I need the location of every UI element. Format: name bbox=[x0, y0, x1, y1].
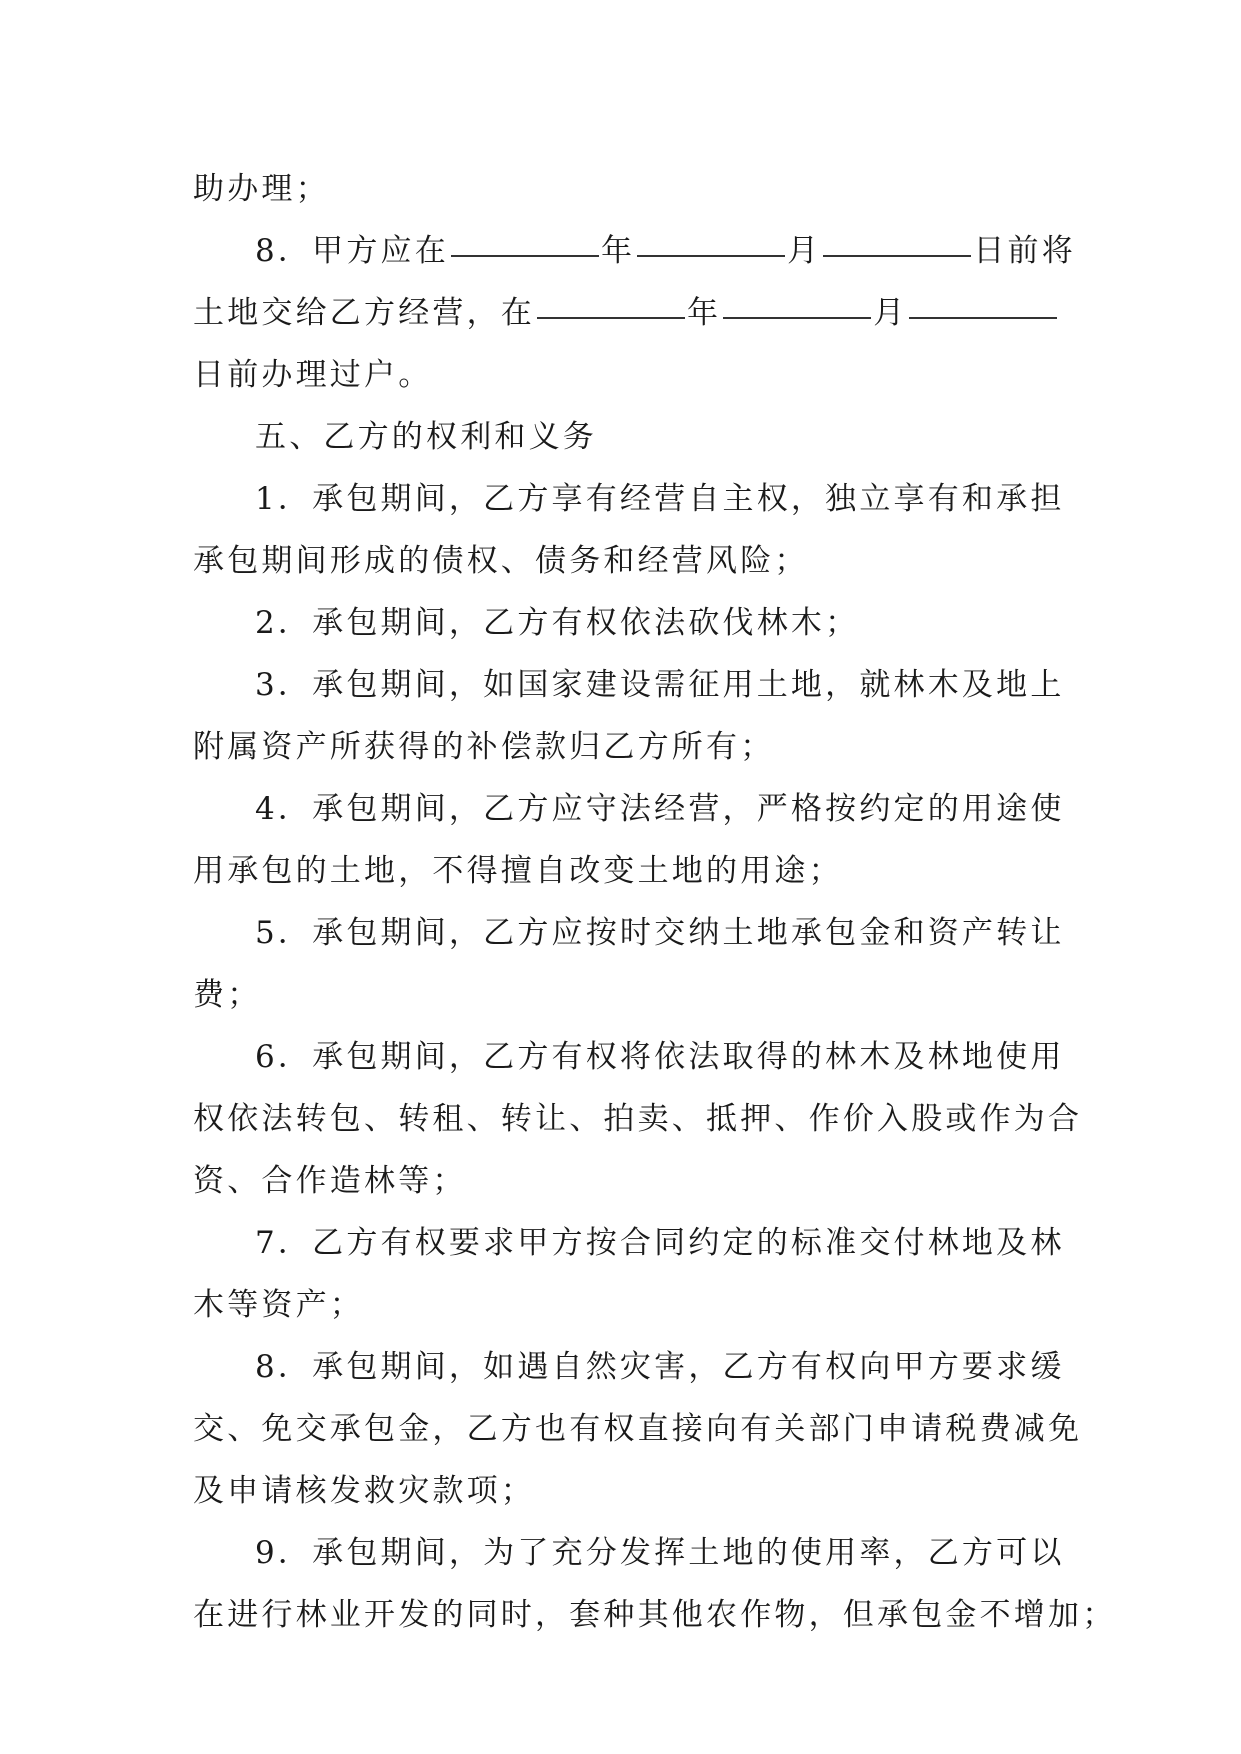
blank-field-month bbox=[723, 287, 871, 319]
text-fragment: 8．甲方应在 bbox=[255, 233, 449, 269]
paragraph-line-with-blanks bbox=[193, 220, 1076, 282]
text-fragment: 年 bbox=[687, 295, 722, 331]
text-fragment: 日前将 bbox=[973, 233, 1076, 269]
blank-field-day bbox=[909, 287, 1057, 319]
paragraph-line: 7．乙方有权要求甲方按合同约定的标准交付林地及林 bbox=[255, 1225, 1065, 1261]
paragraph-line: 2．承包期间，乙方有权依法砍伐林木； bbox=[255, 605, 860, 641]
text-fragment: 月 bbox=[873, 295, 908, 331]
text-fragment: 月 bbox=[787, 233, 822, 269]
paragraph-line: 权依法转包、转租、转让、拍卖、抵押、作价入股或作为合 bbox=[193, 1101, 1083, 1137]
paragraph-line: 3．承包期间，如国家建设需征用土地，就林木及地上 bbox=[255, 667, 1065, 703]
paragraph-line: 费； bbox=[193, 977, 262, 1013]
paragraph-line: 6．承包期间，乙方有权将依法取得的林木及林地使用 bbox=[255, 1039, 1065, 1075]
text-fragment: 土地交给乙方经营，在 bbox=[193, 295, 535, 331]
paragraph-line: 交、免交承包金，乙方也有权直接向有关部门申请税费减免 bbox=[193, 1411, 1083, 1447]
paragraph-line-with-blanks bbox=[193, 282, 1055, 344]
text-fragment: 年 bbox=[600, 233, 636, 269]
paragraph-line: 日前办理过户。 bbox=[193, 357, 433, 393]
paragraph-line: 5．承包期间，乙方应按时交纳土地承包金和资产转让 bbox=[255, 915, 1065, 951]
paragraph-line: 资、合作造林等； bbox=[193, 1163, 467, 1199]
paragraph-line: 8．承包期间，如遇自然灾害，乙方有权向甲方要求缓 bbox=[255, 1349, 1065, 1385]
paragraph-line: 及申请核发救灾款项； bbox=[193, 1473, 535, 1509]
paragraph-line: 附属资产所获得的补偿款归乙方所有； bbox=[193, 729, 775, 765]
blank-field-year bbox=[537, 287, 685, 319]
paragraph-line: 9．承包期间，为了充分发挥土地的使用率，乙方可以 bbox=[255, 1535, 1065, 1571]
paragraph-line: 助办理； bbox=[193, 171, 330, 207]
contract-body bbox=[193, 158, 1117, 1646]
paragraph-line: 4．承包期间，乙方应守法经营，严格按约定的用途使 bbox=[255, 791, 1065, 827]
paragraph-line: 木等资产； bbox=[193, 1287, 364, 1323]
paragraph-line: 1．承包期间，乙方享有经营自主权，独立享有和承担 bbox=[255, 481, 1065, 517]
section-heading: 五、乙方的权利和义务 bbox=[255, 419, 597, 455]
paragraph-line: 承包期间形成的债权、债务和经营风险； bbox=[193, 543, 809, 579]
blank-field-day bbox=[823, 225, 971, 257]
paragraph-line: 用承包的土地，不得擅自改变土地的用途； bbox=[193, 853, 843, 889]
blank-field-month bbox=[637, 225, 785, 257]
paragraph-line: 在进行林业开发的同时，套种其他农作物，但承包金不增加； bbox=[193, 1597, 1117, 1633]
blank-field-year bbox=[451, 225, 599, 257]
